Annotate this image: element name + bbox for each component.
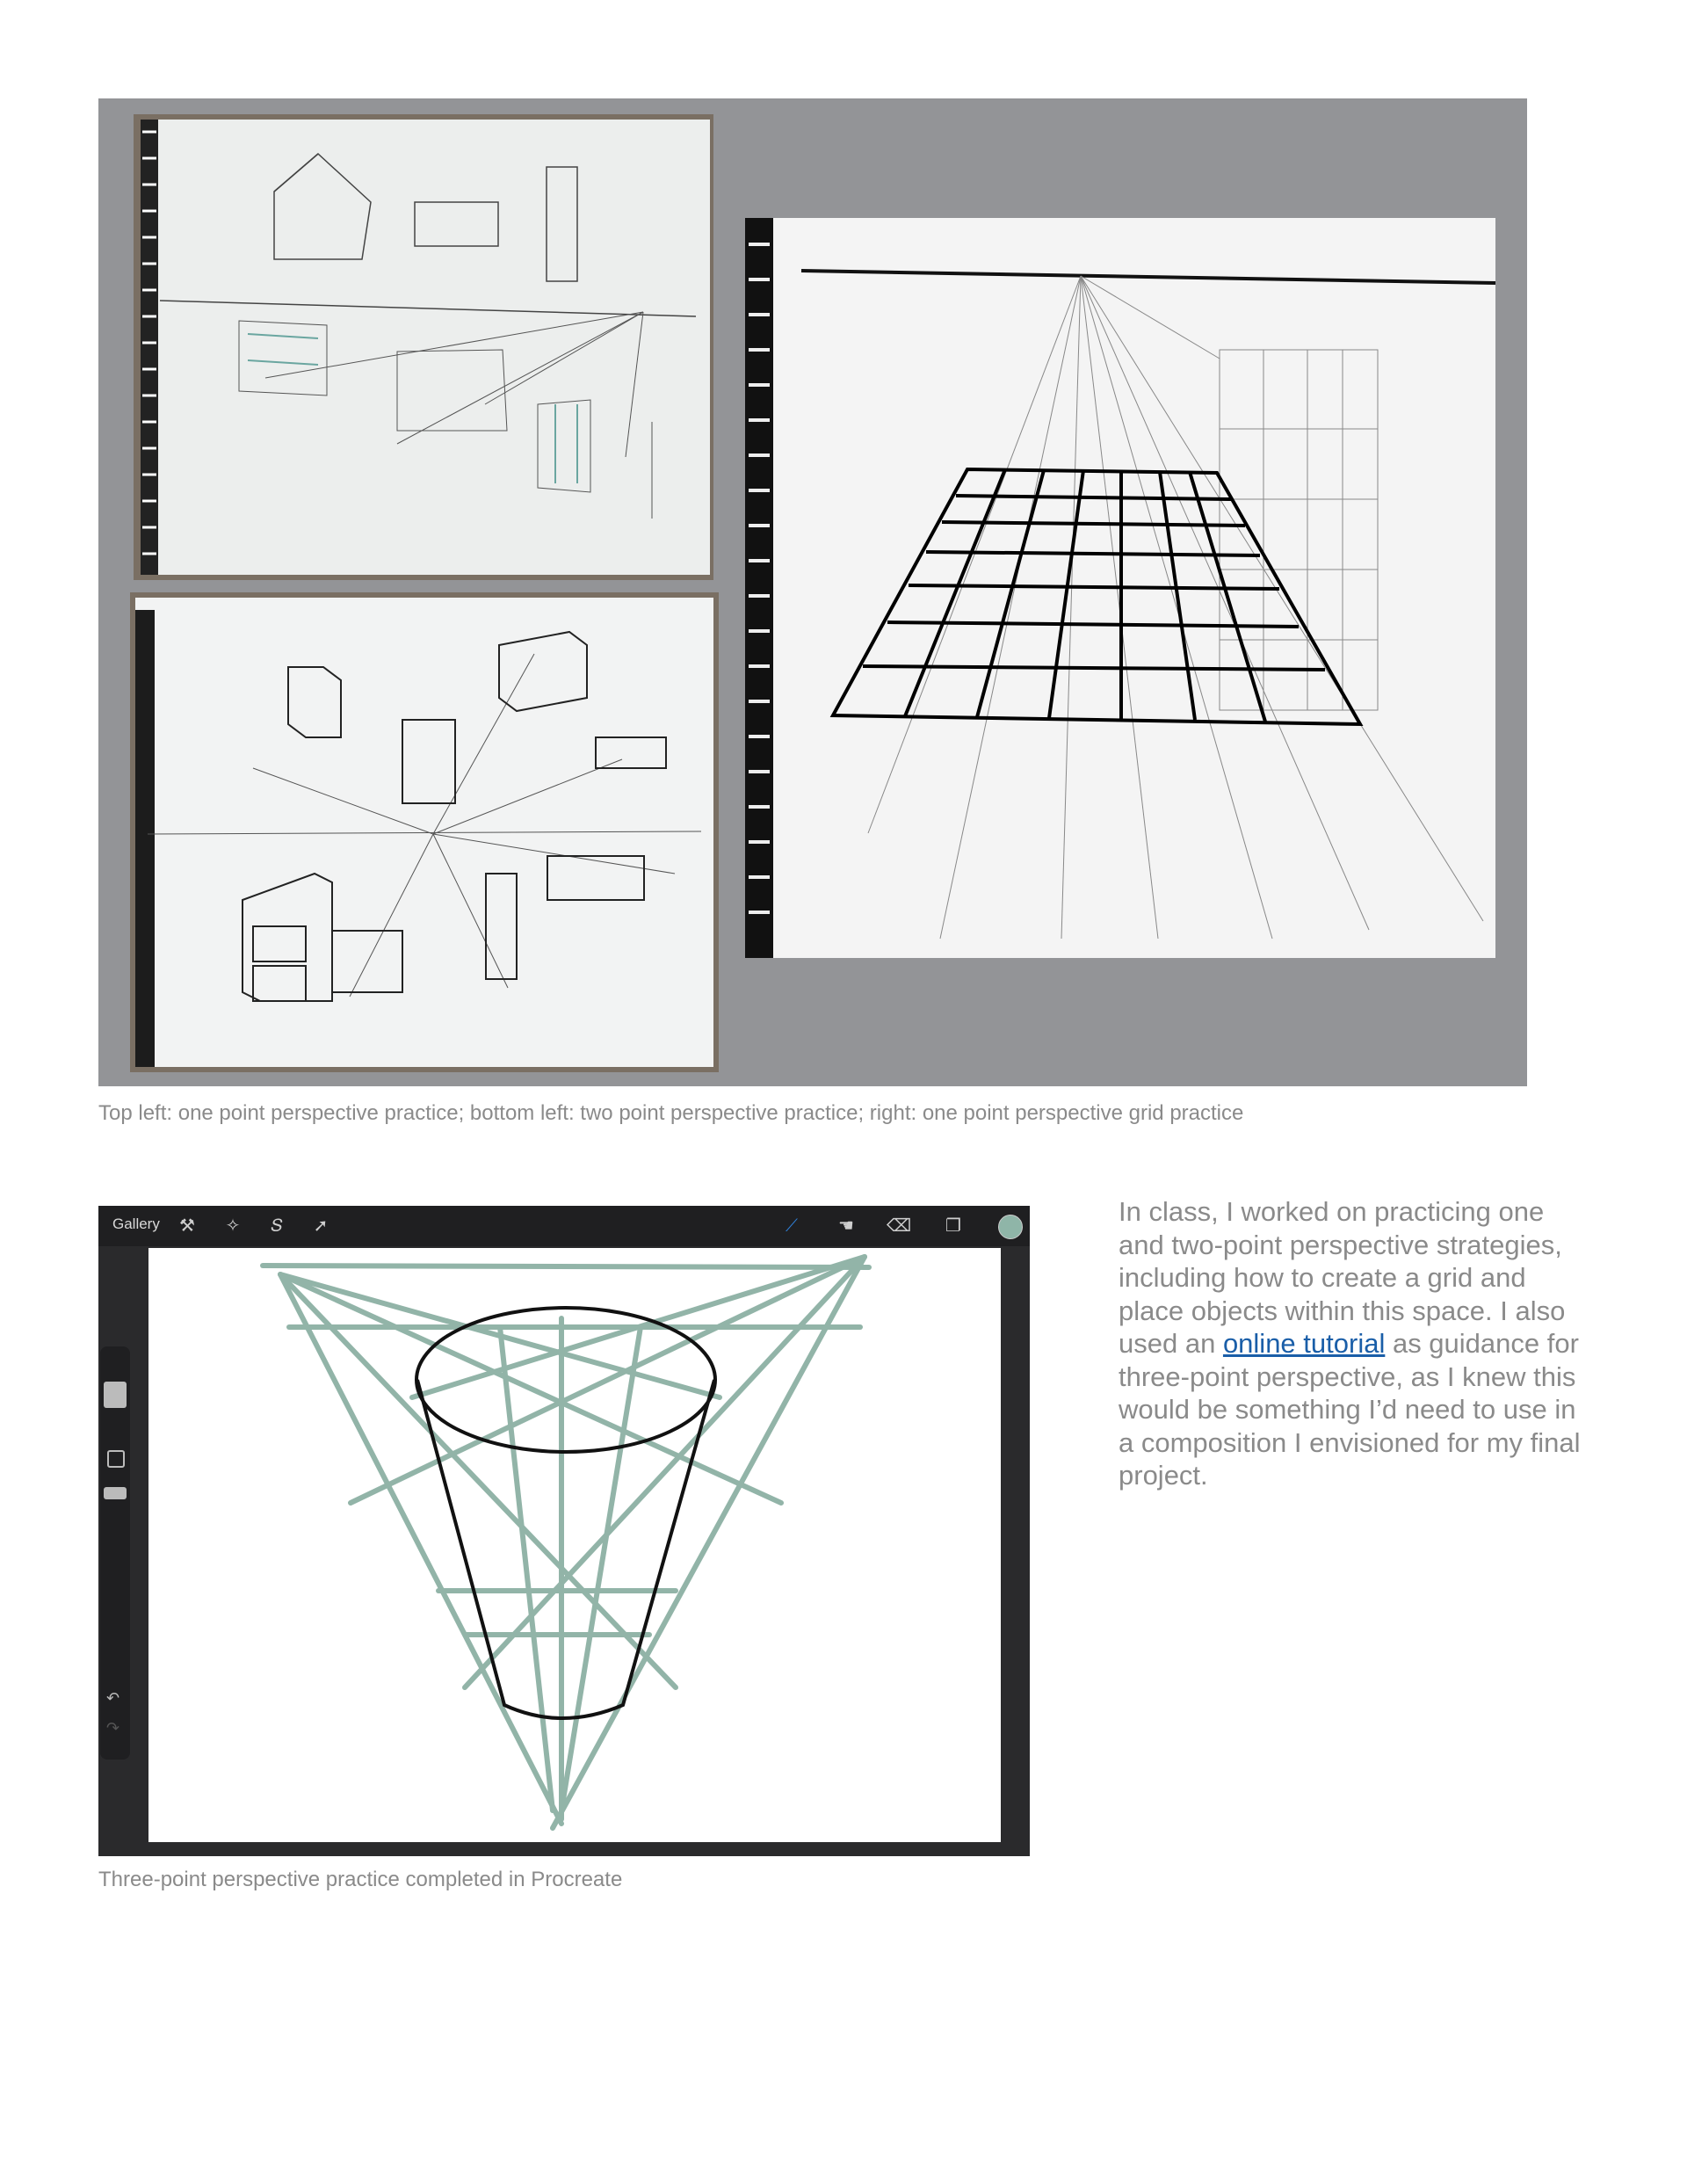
procreate-sidebar	[100, 1346, 130, 1760]
transform-arrow-icon[interactable]: ➚	[313, 1216, 329, 1236]
grid-perspective-photo	[745, 218, 1495, 958]
gallery-button[interactable]: Gallery	[112, 1215, 160, 1232]
procreate-caption: Three-point perspective practice completed in Procreate	[98, 1868, 623, 1891]
wrench-icon[interactable]: ⚒	[179, 1216, 195, 1236]
body-text-start: In class, I worked on practicing one and two-point perspective strategies, including how to create a grid and place objects within this space. I also used an	[1119, 1196, 1566, 1359]
photo-collage	[98, 98, 1527, 1086]
procreate-canvas[interactable]	[148, 1248, 1001, 1842]
brush-icon[interactable]: ⟋	[786, 1216, 798, 1236]
collage-caption: Top left: one point perspective practice; bottom left: two point perspective practice; right: one point perspective grid practice	[98, 1101, 1244, 1125]
body-text-end: as guidance for three-point perspective, as I knew this would be something I’d need to use in a composition I envisioned for my final project.	[1119, 1328, 1581, 1491]
brush-size-slider[interactable]	[104, 1382, 127, 1408]
online-tutorial-link[interactable]: online tutorial	[1222, 1328, 1386, 1359]
procreate-screenshot	[98, 1206, 1030, 1856]
magic-wand-icon[interactable]: ✧	[225, 1216, 241, 1236]
layers-icon[interactable]: ❐	[945, 1216, 961, 1236]
modify-button[interactable]	[107, 1450, 125, 1468]
selection-icon[interactable]: 𝑆	[271, 1216, 283, 1236]
two-point-perspective-photo	[130, 592, 719, 1072]
body-paragraph	[1119, 1195, 1593, 1492]
smudge-icon[interactable]: ☚	[838, 1216, 854, 1236]
eraser-icon[interactable]: ⌫	[886, 1216, 912, 1236]
opacity-slider[interactable]	[104, 1487, 127, 1499]
redo-icon[interactable]: ↷	[106, 1719, 120, 1737]
color-swatch-icon[interactable]	[998, 1215, 1023, 1239]
procreate-toolbar	[98, 1206, 1030, 1246]
one-point-perspective-photo	[134, 114, 713, 580]
three-point-perspective-drawing	[148, 1248, 1001, 1842]
undo-icon[interactable]: ↶	[106, 1689, 120, 1707]
